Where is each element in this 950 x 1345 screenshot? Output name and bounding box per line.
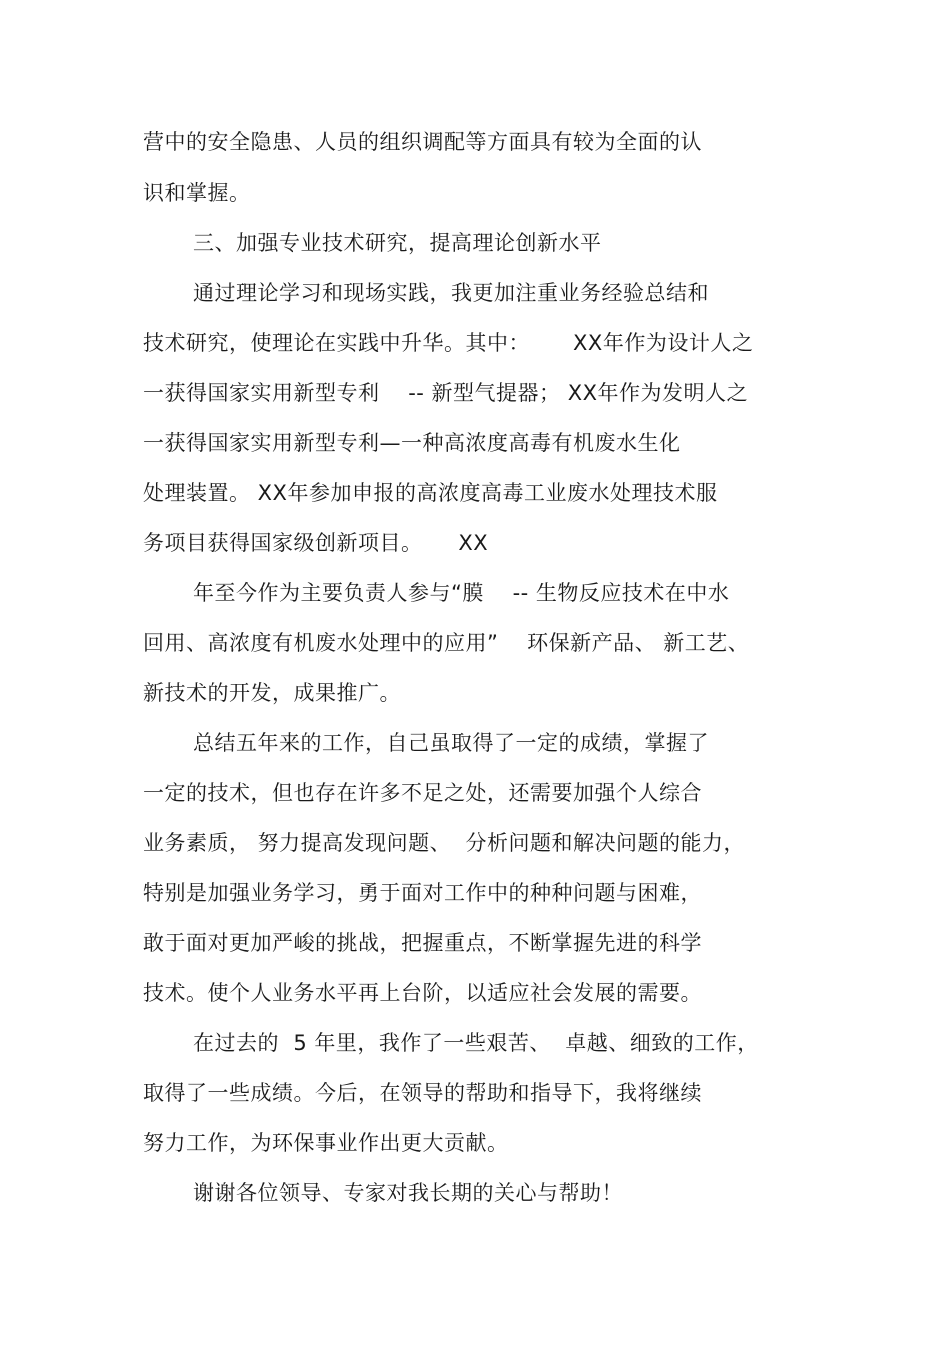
text-line: 总结五年来的工作，自己虽取得了一定的成绩，掌握了 bbox=[193, 731, 709, 755]
text-line: 识和掌握。 bbox=[143, 181, 251, 205]
section-heading: 三、加强专业技术研究，提高理论创新水平 bbox=[193, 231, 602, 255]
text-line: 在过去的 5 年里，我作了一些艰苦、 卓越、细致的工作， bbox=[193, 1031, 759, 1055]
text-line: 业务素质， 努力提高发现问题、 分析问题和解决问题的能力， bbox=[143, 831, 746, 855]
text-line: 务项目获得国家级创新项目。 XX bbox=[143, 531, 489, 555]
text-line: 一获得国家实用新型专利—一种高浓度高毒有机废水生化 bbox=[143, 431, 681, 455]
text-line: 努力工作，为环保事业作出更大贡献。 bbox=[143, 1131, 509, 1155]
text-line: 技术。使个人业务水平再上台阶，以适应社会发展的需要。 bbox=[143, 981, 702, 1005]
text-line: 一获得国家实用新型专利 -- 新型气提器； XX年作为发明人之 bbox=[143, 381, 748, 405]
text-line: 取得了一些成绩。今后，在领导的帮助和指导下，我将继续 bbox=[143, 1081, 702, 1105]
text-line: 技术研究，使理论在实践中升华。其中： XX年作为设计人之 bbox=[143, 331, 754, 355]
text-line: 一定的技术，但也存在许多不足之处，还需要加强个人综合 bbox=[143, 781, 702, 805]
text-line: 新技术的开发，成果推广。 bbox=[143, 681, 401, 705]
text-line: 特别是加强业务学习，勇于面对工作中的种种问题与困难， bbox=[143, 881, 702, 905]
text-line: 营中的安全隐患、人员的组织调配等方面具有较为全面的认 bbox=[143, 130, 702, 154]
text-line: 处理装置。 XX年参加申报的高浓度高毒工业废水处理技术服 bbox=[143, 481, 718, 505]
text-line: 年至今作为主要负责人参与“膜 -- 生物反应技术在中水 bbox=[193, 581, 730, 605]
text-line: 通过理论学习和现场实践，我更加注重业务经验总结和 bbox=[193, 281, 709, 305]
text-line: 谢谢各位领导、专家对我长期的关心与帮助！ bbox=[193, 1181, 623, 1205]
text-line: 回用、高浓度有机废水处理中的应用” 环保新产品、 新工艺、 bbox=[143, 631, 750, 655]
text-line: 敢于面对更加严峻的挑战，把握重点，不断掌握先进的科学 bbox=[143, 931, 702, 955]
